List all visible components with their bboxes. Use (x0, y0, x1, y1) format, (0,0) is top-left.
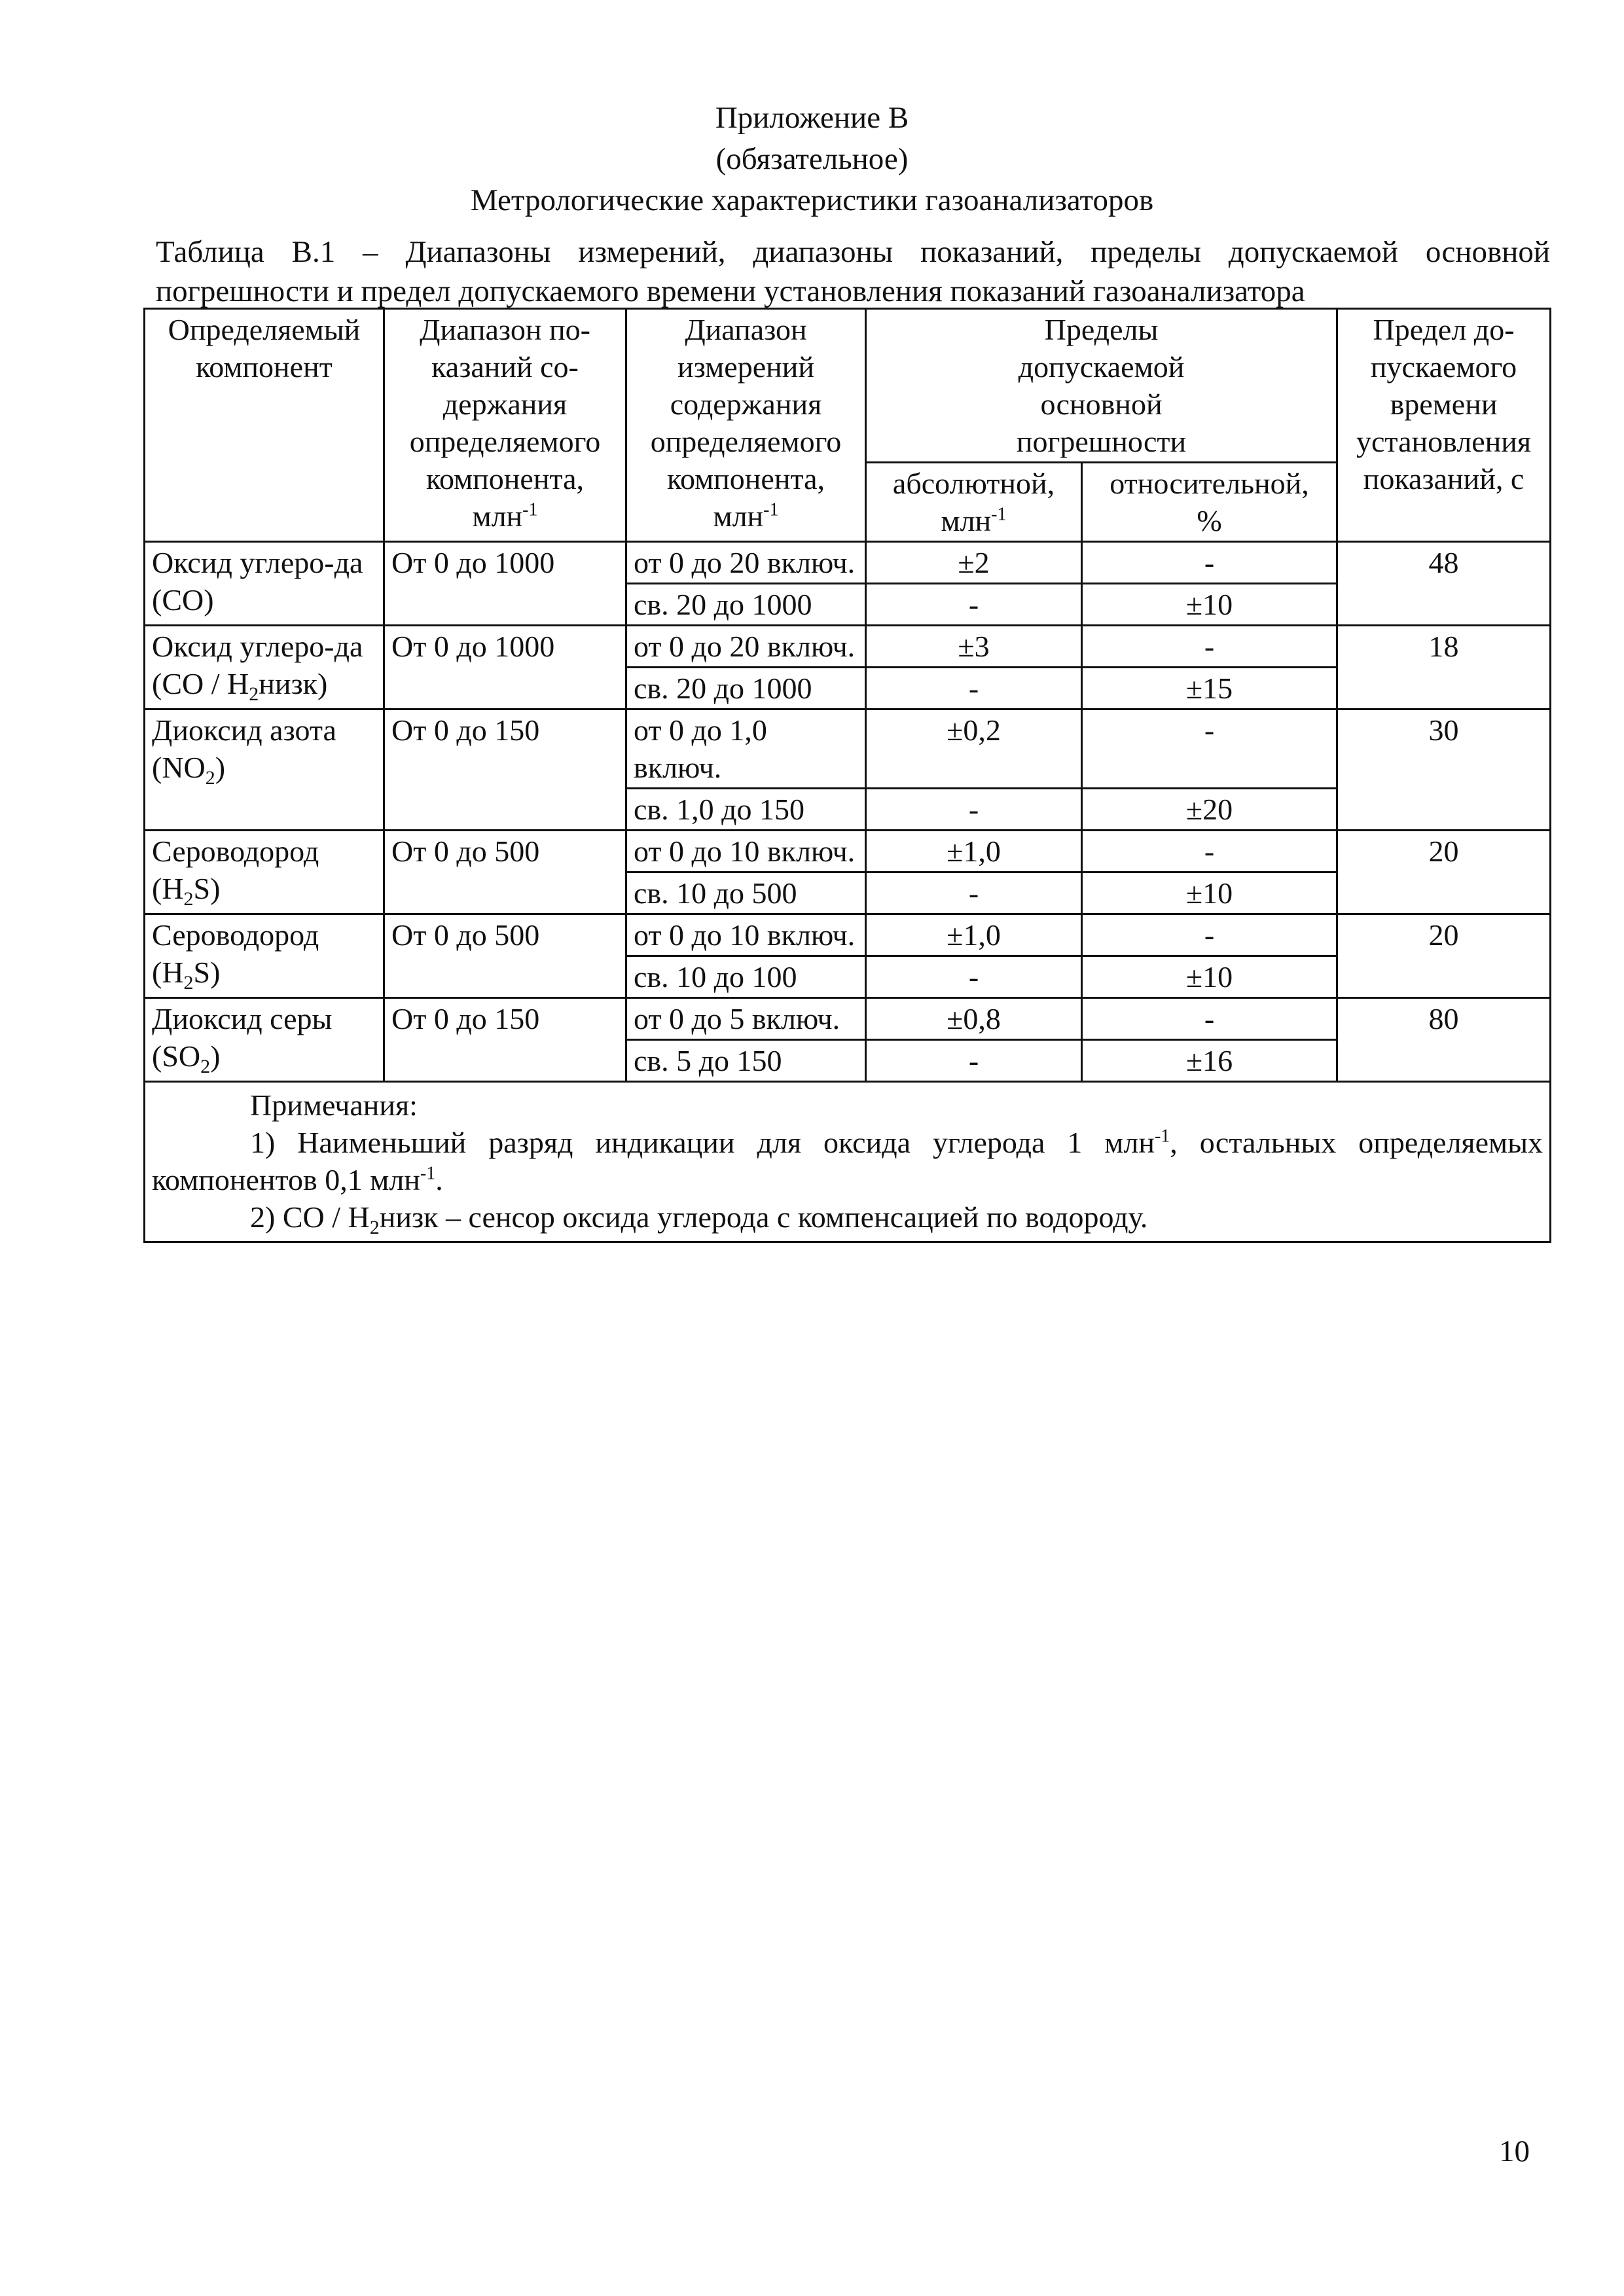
table-row (145, 626, 1551, 668)
display-range-cell: От 0 до 500 (384, 831, 626, 914)
notes-row (145, 1082, 1551, 1242)
relative-error-cell: - (1082, 626, 1337, 668)
note-2 (152, 1198, 1543, 1239)
header-measure-range-unit: млн (713, 499, 764, 533)
time-cell: 80 (1337, 998, 1551, 1082)
measure-range-cell: от 0 до 1,0 включ. (626, 709, 866, 789)
absolute-error-cell: - (866, 1040, 1082, 1082)
header-component: Определяемый компонент (145, 309, 384, 542)
note-1 (152, 1124, 1543, 1198)
measure-range-cell: от 0 до 20 включ. (626, 542, 866, 584)
display-range-cell: От 0 до 1000 (384, 626, 626, 709)
absolute-error-cell: - (866, 956, 1082, 998)
time-cell: 20 (1337, 914, 1551, 998)
header-relative-percent: % (1197, 504, 1222, 537)
table-row (145, 831, 1551, 872)
header-absolute-text: абсолютной, (892, 467, 1055, 500)
table-row (145, 542, 1551, 584)
notes-cell (145, 1082, 1551, 1242)
time-cell: 48 (1337, 542, 1551, 626)
component-tail: ) (210, 1039, 221, 1073)
header-display-range-text: Диапазон по-казаний со-держания определяемого компонента, (409, 313, 601, 495)
component-cell (145, 998, 384, 1082)
component-text: Оксид углеро-да (CO / H (152, 630, 363, 700)
notes-title: Примечания: (250, 1088, 418, 1122)
component-cell: Оксид углеро-да (CO) (145, 542, 384, 626)
table-row (145, 709, 1551, 789)
component-tail: низк) (259, 667, 328, 700)
component-sub: 2 (183, 972, 194, 994)
header-absolute-unit: млн (941, 504, 992, 537)
header-time: Предел до-пускаемого времени установления показаний, с (1337, 309, 1551, 542)
absolute-error-cell: - (866, 789, 1082, 831)
measure-range-cell: св. 5 до 150 (626, 1040, 866, 1082)
relative-error-cell: ±15 (1082, 668, 1337, 709)
header-display-range-unit: млн (472, 499, 523, 533)
component-sub: 2 (249, 683, 259, 706)
note-1-exp-a: -1 (1154, 1126, 1170, 1147)
absolute-error-cell: - (866, 584, 1082, 626)
measure-range-cell: от 0 до 20 включ. (626, 626, 866, 668)
note-1-text-b: , остальных определяемых компонентов 0,1 млн (152, 1126, 1543, 1196)
header-relative (1082, 463, 1337, 542)
time-cell: 20 (1337, 831, 1551, 914)
absolute-error-cell: ±2 (866, 542, 1082, 584)
header-measure-range-unit-exp: -1 (763, 499, 779, 520)
relative-error-cell: ±20 (1082, 789, 1337, 831)
relative-error-cell: - (1082, 998, 1337, 1040)
component-cell (145, 626, 384, 709)
component-text: Сероводород (H (152, 918, 319, 989)
header-display-range-unit-exp: -1 (522, 499, 538, 520)
component-tail: S) (193, 956, 221, 989)
measure-range-cell: св. 1,0 до 150 (626, 789, 866, 831)
header-limits: Пределы допускаемой основной погрешности (866, 309, 1337, 463)
component-sub: 2 (183, 888, 194, 910)
header-measure-range-text: Диапазон измерений содержания определяемого компонента, (650, 313, 842, 495)
absolute-error-cell: - (866, 872, 1082, 914)
appendix-status: (обязательное) (715, 142, 909, 176)
appendix-heading: Приложение В (715, 101, 909, 135)
component-tail: S) (193, 872, 221, 905)
component-cell (145, 831, 384, 914)
component-tail: ) (215, 751, 226, 784)
table-caption: Таблица В.1 – Диапазоны измерений, диапазоны показаний, пределы допускаемой основной погрешности и предел допускаемого времени установления показаний газоанализатора (156, 235, 1550, 308)
header-relative-text: относительной, (1110, 467, 1309, 500)
component-cell (145, 914, 384, 998)
absolute-error-cell: - (866, 668, 1082, 709)
time-cell: 30 (1337, 709, 1551, 831)
relative-error-cell: ±10 (1082, 956, 1337, 998)
appendix-title: Метрологические характеристики газоанализаторов (470, 183, 1154, 217)
relative-error-cell: ±16 (1082, 1040, 1337, 1082)
component-text: Диоксид серы (SO (152, 1002, 333, 1073)
relative-error-cell: - (1082, 914, 1337, 956)
absolute-error-cell: ±1,0 (866, 831, 1082, 872)
measure-range-cell: от 0 до 10 включ. (626, 831, 866, 872)
relative-error-cell: - (1082, 709, 1337, 789)
relative-error-cell: ±10 (1082, 872, 1337, 914)
table-row (145, 998, 1551, 1040)
measure-range-cell: от 0 до 10 включ. (626, 914, 866, 956)
display-range-cell: От 0 до 150 (384, 709, 626, 831)
component-cell (145, 709, 384, 831)
metrology-table (143, 308, 1551, 1243)
header-absolute-unit-exp: -1 (991, 504, 1007, 525)
absolute-error-cell: ±0,8 (866, 998, 1082, 1040)
relative-error-cell: ±10 (1082, 584, 1337, 626)
page-number: 10 (1499, 2134, 1530, 2168)
header-measure-range (626, 309, 866, 542)
note-2-text-a: 2) CO / H (250, 1200, 370, 1234)
header-display-range (384, 309, 626, 542)
component-text: Сероводород (H (152, 834, 319, 905)
header-row-1 (145, 309, 1551, 463)
measure-range-cell: св. 10 до 100 (626, 956, 866, 998)
component-sub: 2 (205, 767, 215, 789)
display-range-cell: От 0 до 1000 (384, 542, 626, 626)
note-1-end: . (435, 1163, 443, 1196)
note-1-text-a: 1) Наименьший разряд индикации для оксида углерода 1 млн (250, 1126, 1155, 1159)
display-range-cell: От 0 до 500 (384, 914, 626, 998)
measure-range-cell: св. 20 до 1000 (626, 584, 866, 626)
relative-error-cell: - (1082, 542, 1337, 584)
display-range-cell: От 0 до 150 (384, 998, 626, 1082)
component-text: Диоксид азота (NO (152, 713, 336, 784)
component-sub: 2 (200, 1056, 211, 1078)
absolute-error-cell: ±0,2 (866, 709, 1082, 789)
absolute-error-cell: ±3 (866, 626, 1082, 668)
relative-error-cell: - (1082, 831, 1337, 872)
table-row (145, 914, 1551, 956)
measure-range-cell: св. 20 до 1000 (626, 668, 866, 709)
absolute-error-cell: ±1,0 (866, 914, 1082, 956)
header-absolute (866, 463, 1082, 542)
note-1-exp-b: -1 (420, 1163, 436, 1184)
note-2-text-b: низк – сенсор оксида углерода с компенсацией по водороду. (379, 1200, 1148, 1234)
measure-range-cell: от 0 до 5 включ. (626, 998, 866, 1040)
time-cell: 18 (1337, 626, 1551, 709)
measure-range-cell: св. 10 до 500 (626, 872, 866, 914)
note-2-sub: 2 (369, 1217, 380, 1239)
